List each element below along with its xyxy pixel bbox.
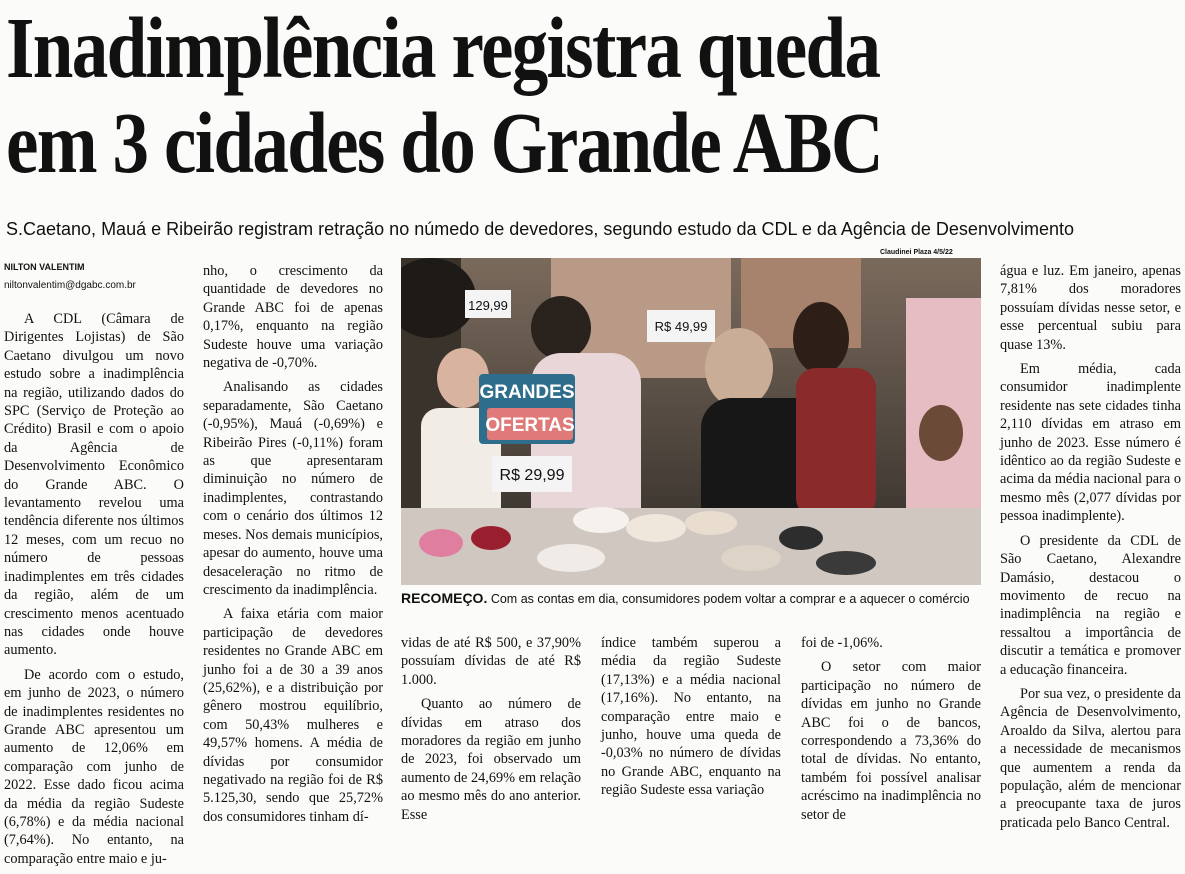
paragraph: Por sua vez, o presidente da Agência de Desenvolvimento, Aroaldo da Silva, alertou para a necessidade de mecanismos que aumentem a renda da população, além de mencionar a preocupante taxa de juros praticada pelo Banco Central. — [1000, 685, 1181, 831]
sign-grandes: GRANDES — [479, 382, 575, 403]
price-tag-2-text: R$ 49,99 — [654, 319, 708, 334]
paragraph: A CDL (Câmara de Dirigentes Lojistas) de São Caetano divulgou um novo estudo sobre a inadimplência na região, utilizando dados do SPC (Serviço de Proteção ao Crédito) Brasil e com o apoio da Agência de Desenvolvimento Econômico do Grande ABC. O levantamento revelou uma tendência diferente nos últimos 12 meses, com um recuo no número de pessoas inadimplentes em três cidades da região, além de um crescimento menos acentuado nas cidades onde houve aumento. — [4, 311, 184, 659]
grandes-ofertas-sign — [479, 374, 575, 444]
paragraph: Quanto ao número de dívidas em atraso dos moradores da região em junho de 2023, foi observado um aumento de 24,69% em relação ao mesmo mês do ano anterior. Esse — [401, 696, 581, 823]
store-photo — [401, 258, 981, 585]
paragraph: O setor com maior participação no número de dívidas em junho no Grande ABC foi o de bancos, correspondendo a 73,36% do total de dívidas. No entanto, também foi possível analisar acréscimo na inadimplência no setor de — [801, 659, 981, 823]
price-tag-2 — [647, 310, 715, 342]
paragraph: índice também superou a média da região Sudeste (17,13%) e a média nacional (17,16%). No entanto, na comparação entre maio e junho, houve uma queda de -0,03% no número de dívidas no Grande ABC, enquanto na região Sudeste essa variação — [601, 635, 781, 799]
paragraph: nho, o crescimento da quantidade de devedores no Grande ABC foi de apenas 0,17%, enquanto na região Sudeste houve uma variação negativa de -0,70%. — [203, 263, 383, 372]
paragraph: Em média, cada consumidor inadimplente residente nas sete cidades tinha 2,110 dívidas em atraso em junho de 2023. Esse número é idêntico ao da região Sudeste e acima da média nacional para o mesmo mês (2,077 dívidas por pessoa inadimplente). — [1000, 361, 1181, 525]
price-tag-3 — [492, 456, 572, 492]
subheadline: S.Caetano, Mauá e Ribeirão registram retração no númedo de devedores, segundo estudo da CDL e da Agência de Desenvolvimento — [6, 219, 1074, 239]
sign-ofertas: OFERTAS — [485, 415, 575, 436]
article-column-3 — [401, 634, 581, 830]
photo-credit: Claudinei Plaza 4/5/22 — [880, 249, 953, 256]
price-tag-1-text: 129,99 — [468, 298, 508, 313]
paragraph: Analisando as cidades separadamente, São Caetano (-0,95%), Mauá (-0,69%) e Ribeirão Pires (-0,11%) foram as que apresentaram diminuição no número de inadimplentes, contrastando com o cenário dos últimos 12 meses. Nos demais municípios, apesar do aumento, houve uma desaceleração no ritmo de crescimento da inadimplência. — [203, 379, 383, 598]
article-column-2 — [203, 262, 383, 832]
headline — [6, 0, 993, 190]
paragraph: vidas de até R$ 500, e 37,90% possuíam dívidas de até R$ 1.000. — [401, 635, 581, 688]
article-column-5 — [801, 634, 981, 830]
paragraph: água e luz. Em janeiro, apenas 7,81% dos moradores possuíam dívidas nesse setor, e esse percentual subiu para quase 13%. — [1000, 263, 1181, 353]
article-column-4 — [601, 634, 781, 806]
headline-line-2: em 3 cidades do Grande ABC — [6, 94, 882, 191]
shoppers-illustration — [401, 258, 981, 585]
price-tag-3-text: R$ 29,99 — [499, 467, 565, 484]
photo-caption — [401, 590, 981, 607]
paragraph: O presidente da CDL de São Caetano, Alexandre Damásio, destacou o movimento de recuo na inadimplência na região e ressaltou a importância de discutir a temática e promover a educação financeira. — [1000, 532, 1181, 678]
byline-email: niltonvalentim@dgabc.com.br — [4, 280, 136, 291]
article-column-1 — [4, 310, 184, 874]
price-tag-1 — [465, 290, 511, 318]
paragraph: foi de -1,06%. — [801, 635, 883, 651]
paragraph: A faixa etária com maior participação de devedores residentes no Grande ABC em junho foi a de 30 a 39 anos (25,62%), e a distribuição por gênero mostrou equilíbrio, com 50,43% mulheres e 49,57% homens. A média de dívidas por consumidor negativado na região foi de R$ 5.125,30, sendo que 25,72% dos consumidores tinham dí- — [203, 606, 383, 825]
paragraph: De acordo com o estudo, em junho de 2023, o número de inadimplentes residentes no Grande ABC apresentou um aumento de 12,06% em comparação com junho de 2022. Esse dado ficou acima da média da região Sudeste (6,78%) e da média nacional (7,64%). No entanto, na comparação entre maio e ju- — [4, 666, 184, 867]
article-column-6 — [1000, 262, 1181, 838]
headline-line-1: Inadimplência registra queda — [6, 0, 880, 96]
byline-author: NILTON VALENTIM — [4, 262, 85, 272]
caption-lead: RECOMEÇO. — [401, 590, 488, 606]
caption-text: Com as contas em dia, consumidores podem voltar a comprar e a aquecer o comércio — [490, 592, 970, 606]
